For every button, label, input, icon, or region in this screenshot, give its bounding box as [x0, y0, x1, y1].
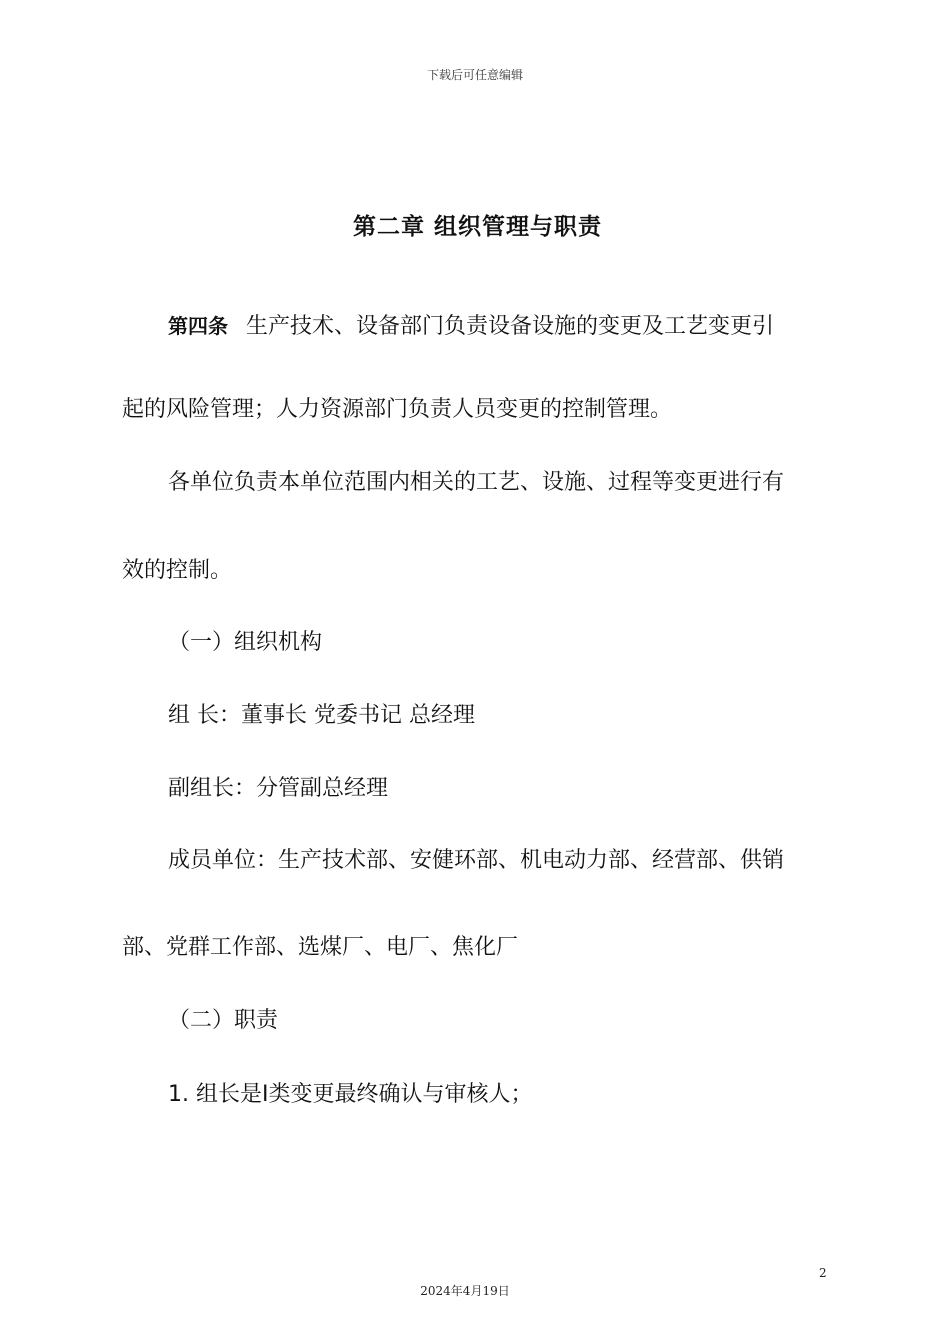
org-deputy: 副组长：分管副总经理 — [168, 776, 389, 801]
article-4-line-2: 起的风险管理；人力资源部门负责人员变更的控制管理。 — [122, 397, 673, 422]
paragraph-2-line-1: 各单位负责本单位范围内相关的工艺、设施、过程等变更进行有 — [168, 470, 785, 495]
duties-heading: （二）职责 — [168, 1008, 279, 1033]
org-members-line-1: 成员单位：生产技术部、安健环部、机电动力部、经营部、供销 — [168, 848, 785, 873]
chapter-title: 第二章 组织管理与职责 — [352, 214, 602, 240]
footer-date: 2024年4月19日 — [420, 1284, 510, 1298]
org-heading: （一）组织机构 — [168, 630, 323, 655]
paragraph-2-line-2: 效的控制。 — [122, 558, 233, 583]
article-4-text-1: 生产技术、设备部门负责设备设施的变更及工艺变更引 — [246, 314, 775, 339]
article-label: 第四条 — [168, 314, 228, 338]
org-leader: 组 长：董事长 党委书记 总经理 — [168, 703, 475, 728]
header-note: 下载后可任意编辑 — [426, 68, 523, 82]
article-4-line-1 — [168, 311, 774, 342]
org-members-line-2: 部、党群工作部、选煤厂、电厂、焦化厂 — [122, 935, 519, 960]
page-number: 2 — [819, 1266, 827, 1280]
duties-item-1: 1. 组长是Ⅰ类变更最终确认与审核人； — [168, 1082, 533, 1107]
